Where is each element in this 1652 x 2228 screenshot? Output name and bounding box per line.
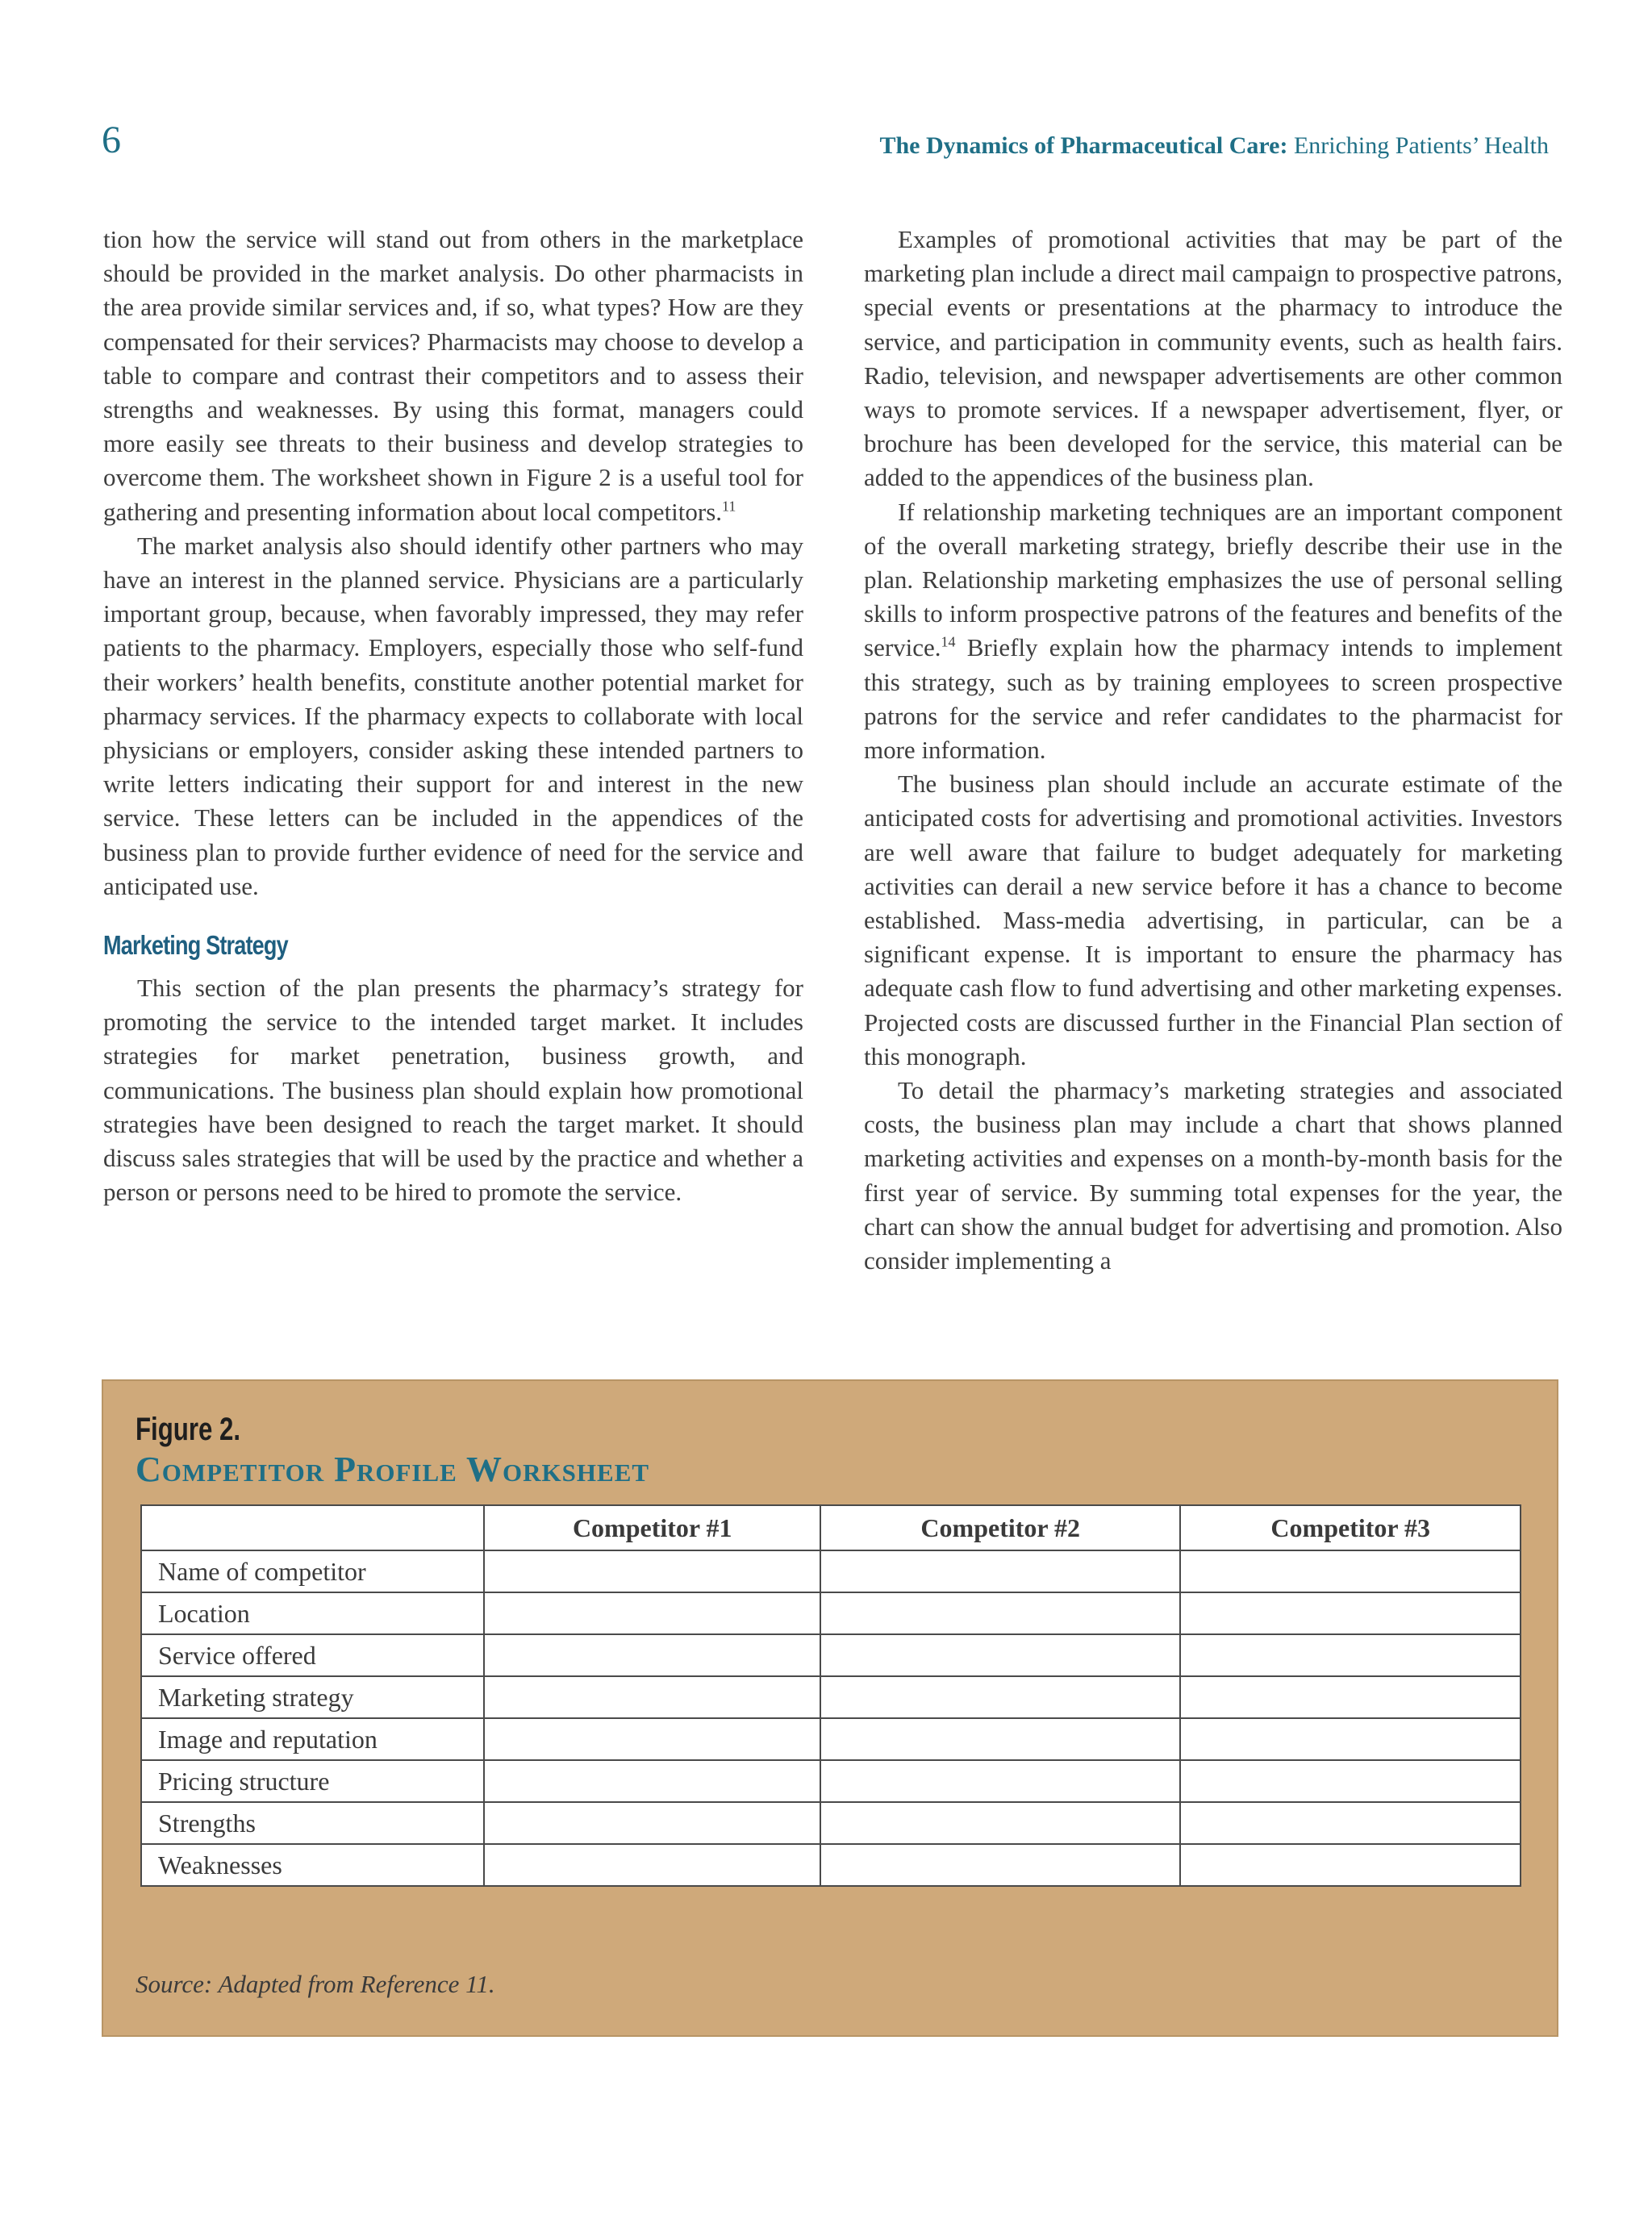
worksheet-entry-cell[interactable] — [484, 1634, 820, 1676]
table-header-row — [141, 1505, 1521, 1550]
worksheet-entry-cell[interactable] — [1180, 1802, 1521, 1844]
right-paragraph-4: To detail the pharmacy’s marketing strategies and associated costs, the business plan may include a chart that shows planned marketing activities and expenses on a month-by-month basis for the first year of service. By summing total expenses for the year, the chart can show the annual budget for advertising and promotion. Also consider implementing a — [864, 1076, 1562, 1275]
running-head — [879, 132, 1549, 160]
worksheet-entry-cell[interactable] — [820, 1592, 1180, 1634]
figure-source: Source: Adapted from Reference 11. — [136, 1970, 495, 1998]
left-paragraph-2: The market analysis also should identify other partners who may have an interest in the planned service. Physicians are a particularly important group, because, when favorably impressed, they may refer patients to the pharmacy. Employers, especially those who self-fund their workers’ health benefits, constitute another potential market for pharmacy services. If the pharmacy expects to collaborate with local physicians or employers, consider asking these intended partners to write letters indicating their support for and interest in the new service. These letters can be included in the appendices of the business plan to provide further evidence of need for the service and anticipated use. — [103, 531, 803, 900]
worksheet-entry-cell[interactable] — [484, 1844, 820, 1886]
table-row — [141, 1676, 1521, 1718]
worksheet-entry-cell[interactable] — [820, 1760, 1180, 1802]
table-row — [141, 1844, 1521, 1886]
table-row — [141, 1634, 1521, 1676]
table-row — [141, 1718, 1521, 1760]
right-paragraph-1: Examples of promotional activities that may be part of the marketing plan include a direct mail campaign to prospective patrons, special events or presentations at the pharmacy to introduce the service, and participation in community events, such as health fairs. Radio, television, and newspaper advertisements are other common ways to promote services. If a newspaper advertisement, flyer, or brochure has been developed for the service, this material can be added to the appendices of the business plan. — [864, 225, 1562, 492]
row-label: Weaknesses — [141, 1844, 484, 1886]
reference-14: 14 — [941, 634, 956, 651]
row-label: Service offered — [141, 1634, 484, 1676]
worksheet-entry-cell[interactable] — [1180, 1844, 1521, 1886]
worksheet-entry-cell[interactable] — [484, 1802, 820, 1844]
worksheet-entry-cell[interactable] — [484, 1760, 820, 1802]
right-column — [864, 223, 1562, 1278]
worksheet-entry-cell[interactable] — [484, 1676, 820, 1718]
worksheet-entry-cell[interactable] — [484, 1718, 820, 1760]
left-column — [103, 223, 803, 1209]
worksheet-entry-cell[interactable] — [1180, 1550, 1521, 1592]
section-heading-marketing-strategy: Marketing Strategy — [103, 930, 288, 961]
running-head-subtitle: Enriching Patients’ Health — [1287, 132, 1549, 159]
worksheet-entry-cell[interactable] — [820, 1844, 1180, 1886]
right-paragraph-3: The business plan should include an accurate estimate of the anticipated costs for advertising and promotional activities. Investors are well aware that failure to budget adequately for marketing activities can derail a new service before it has a chance to become established. Mass-media advertising, in particular, can be a significant expense. It is important to ensure the pharmacy has adequate cash flow to fund advertising and other marketing expenses. Projected costs are discussed further in the Financial Plan section of this monograph. — [864, 770, 1562, 1070]
worksheet-entry-cell[interactable] — [820, 1718, 1180, 1760]
worksheet-entry-cell[interactable] — [484, 1592, 820, 1634]
table-body — [141, 1550, 1521, 1886]
left-paragraph-1 — [103, 223, 803, 529]
row-label: Marketing strategy — [141, 1676, 484, 1718]
row-label: Location — [141, 1592, 484, 1634]
worksheet-entry-cell[interactable] — [1180, 1718, 1521, 1760]
table-row — [141, 1802, 1521, 1844]
left-paragraph-1-text: tion how the service will stand out from others in the marketplace should be provided in the market analysis. Do other pharmacists in the area provide similar services and, if so, what types? How are they compensated for their services? Pharmacists may choose to develop a table to compare and contrast their competitors and to assess their strengths and weaknesses. By using this format, managers could more easily see threats to their business and develop strategies to overcome them. The worksheet shown in Figure 2 is a useful tool for gathering and presenting information about local competitors. — [103, 225, 803, 526]
right-paragraph-2-text-b: Briefly explain how the pharmacy intends to implement this strategy, such as by training employees to screen prospective patrons for the service and refer candidates to the pharmacist for more information. — [864, 633, 1562, 765]
worksheet-entry-cell[interactable] — [1180, 1592, 1521, 1634]
worksheet-entry-cell[interactable] — [820, 1634, 1180, 1676]
row-label: Name of competitor — [141, 1550, 484, 1592]
figure-title: Competitor Profile Worksheet — [136, 1450, 650, 1489]
row-label: Pricing structure — [141, 1760, 484, 1802]
reference-11: 11 — [722, 498, 736, 515]
table-row — [141, 1592, 1521, 1634]
competitor-worksheet-table — [140, 1504, 1521, 1887]
row-label: Image and reputation — [141, 1718, 484, 1760]
header-competitor-2: Competitor #2 — [820, 1505, 1180, 1550]
right-paragraph-2 — [864, 495, 1562, 768]
table-row — [141, 1550, 1521, 1592]
header-competitor-3: Competitor #3 — [1180, 1505, 1521, 1550]
worksheet-entry-cell[interactable] — [820, 1802, 1180, 1844]
header-competitor-1: Competitor #1 — [484, 1505, 820, 1550]
running-head-bold: The Dynamics of Pharmaceutical Care: — [879, 132, 1288, 159]
table-row — [141, 1760, 1521, 1802]
right-paragraph-2-text-a: If relationship marketing techniques are an important component of the overall marketing strategy, briefly describe their use in the plan. Relationship marketing emphasizes the use of personal selling skills to inform prospective patrons of the features and benefits of the service. — [864, 497, 1562, 662]
header-cell-blank — [141, 1505, 484, 1550]
worksheet-entry-cell[interactable] — [1180, 1760, 1521, 1802]
worksheet-entry-cell[interactable] — [1180, 1676, 1521, 1718]
page-number: 6 — [102, 119, 121, 161]
worksheet-entry-cell[interactable] — [820, 1676, 1180, 1718]
figure-label: Figure 2. — [136, 1412, 241, 1447]
worksheet-entry-cell[interactable] — [484, 1550, 820, 1592]
row-label: Strengths — [141, 1802, 484, 1844]
left-paragraph-3: This section of the plan presents the pharmacy’s strategy for promoting the service to the intended target market. It includes strategies for market penetration, business growth, and communications. The business plan should explain how promotional strategies have been designed to reach the target market. It should discuss sales strategies that will be used by the practice and whether a person or persons need to be hired to promote the service. — [103, 974, 803, 1207]
worksheet-entry-cell[interactable] — [820, 1550, 1180, 1592]
figure-box — [102, 1379, 1558, 2037]
worksheet-entry-cell[interactable] — [1180, 1634, 1521, 1676]
